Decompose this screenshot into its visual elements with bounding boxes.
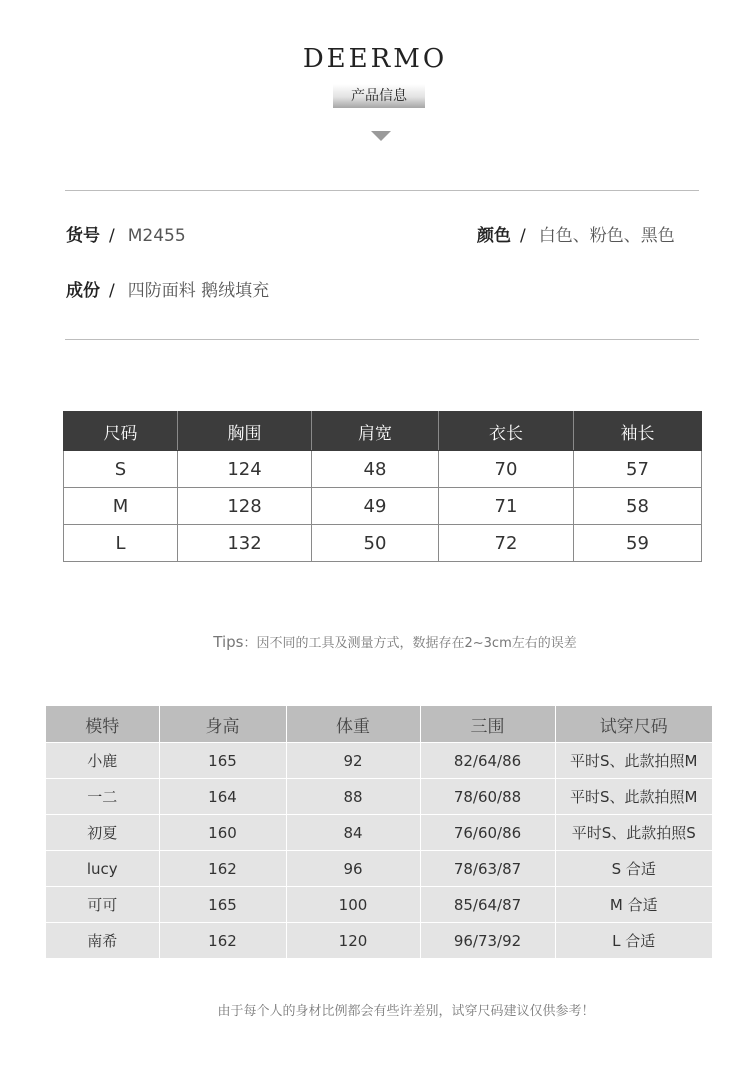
color-value: 白色、粉色、黑色 xyxy=(538,226,675,246)
footer-note: 由于每个人的身材比例都会有些许差别，试穿尺码建议仅供参考！ xyxy=(217,1004,595,1019)
table-row xyxy=(64,451,702,488)
table-cell: 96 xyxy=(286,851,420,887)
table-row xyxy=(46,815,712,851)
table-cell: 100 xyxy=(286,887,420,923)
table-cell: 160 xyxy=(159,815,286,851)
header-cell: 试穿尺码 xyxy=(555,706,712,743)
table-cell: 128 xyxy=(178,488,312,525)
table-cell: 88 xyxy=(286,779,420,815)
header-cell: 衣长 xyxy=(439,412,574,451)
table-cell: 平时S、此款拍照S xyxy=(555,815,712,851)
table-cell: 85/64/87 xyxy=(420,887,555,923)
table-cell: 一二 xyxy=(46,779,159,815)
table-cell: L 合适 xyxy=(555,923,712,959)
table-cell: lucy xyxy=(46,851,159,887)
header-cell: 体重 xyxy=(286,706,420,743)
section-subtitle: 产品信息 xyxy=(333,84,425,108)
item-number-row xyxy=(66,225,186,247)
model-table xyxy=(46,706,712,958)
triangle-down-icon xyxy=(371,131,391,141)
table-cell: S xyxy=(64,451,178,488)
table-row xyxy=(64,525,702,562)
table-cell: 96/73/92 xyxy=(420,923,555,959)
table-cell: 48 xyxy=(312,451,439,488)
header-cell: 身高 xyxy=(159,706,286,743)
header-cell: 袖长 xyxy=(574,412,702,451)
table-cell: 76/60/86 xyxy=(420,815,555,851)
header-cell: 肩宽 xyxy=(312,412,439,451)
table-cell: 72 xyxy=(439,525,574,562)
table-cell: 50 xyxy=(312,525,439,562)
separator: / xyxy=(520,226,526,246)
header-cell: 胸围 xyxy=(178,412,312,451)
color-row xyxy=(477,225,675,247)
color-label: 颜色 xyxy=(477,226,511,246)
table-cell: 162 xyxy=(159,851,286,887)
material-value: 四防面料 鹅绒填充 xyxy=(127,281,270,301)
table-cell: S 合适 xyxy=(555,851,712,887)
tips-text: ：因不同的工具及测量方式，数据存在2~3cm左右的误差 xyxy=(243,636,577,651)
table-row xyxy=(64,488,702,525)
table-cell: 84 xyxy=(286,815,420,851)
separator: / xyxy=(109,281,115,301)
divider-bottom xyxy=(65,339,699,340)
table-cell: 小鹿 xyxy=(46,743,159,779)
table-cell: 124 xyxy=(178,451,312,488)
table-row xyxy=(46,851,712,887)
material-label: 成份 xyxy=(66,281,100,301)
table-cell: 132 xyxy=(178,525,312,562)
item-number-value: M2455 xyxy=(127,226,186,246)
table-cell: 71 xyxy=(439,488,574,525)
table-cell: 162 xyxy=(159,923,286,959)
table-cell: 57 xyxy=(574,451,702,488)
table-cell: M xyxy=(64,488,178,525)
brand-title: DEERMO xyxy=(302,44,448,74)
divider-top xyxy=(65,190,699,191)
separator: / xyxy=(109,226,115,246)
table-cell: 南希 xyxy=(46,923,159,959)
table-cell: 70 xyxy=(439,451,574,488)
size-table-header xyxy=(64,412,702,451)
table-cell: 165 xyxy=(159,743,286,779)
table-cell: 78/60/88 xyxy=(420,779,555,815)
table-cell: 平时S、此款拍照M xyxy=(555,743,712,779)
table-cell: M 合适 xyxy=(555,887,712,923)
material-row xyxy=(66,280,269,302)
table-cell: L xyxy=(64,525,178,562)
table-cell: 平时S、此款拍照M xyxy=(555,779,712,815)
model-table-header xyxy=(46,706,712,743)
table-cell: 58 xyxy=(574,488,702,525)
header-cell: 尺码 xyxy=(64,412,178,451)
table-row xyxy=(46,779,712,815)
table-cell: 164 xyxy=(159,779,286,815)
item-number-label: 货号 xyxy=(66,226,100,246)
table-row xyxy=(46,923,712,959)
table-cell: 初夏 xyxy=(46,815,159,851)
tips-note xyxy=(0,632,750,651)
size-table xyxy=(63,411,702,562)
table-row xyxy=(46,887,712,923)
table-cell: 165 xyxy=(159,887,286,923)
table-row xyxy=(46,743,712,779)
table-cell: 可可 xyxy=(46,887,159,923)
table-cell: 120 xyxy=(286,923,420,959)
tips-label: Tips xyxy=(213,633,244,651)
table-cell: 92 xyxy=(286,743,420,779)
header-cell: 三围 xyxy=(420,706,555,743)
table-cell: 78/63/87 xyxy=(420,851,555,887)
table-cell: 49 xyxy=(312,488,439,525)
table-cell: 82/64/86 xyxy=(420,743,555,779)
table-cell: 59 xyxy=(574,525,702,562)
header-cell: 模特 xyxy=(46,706,159,743)
